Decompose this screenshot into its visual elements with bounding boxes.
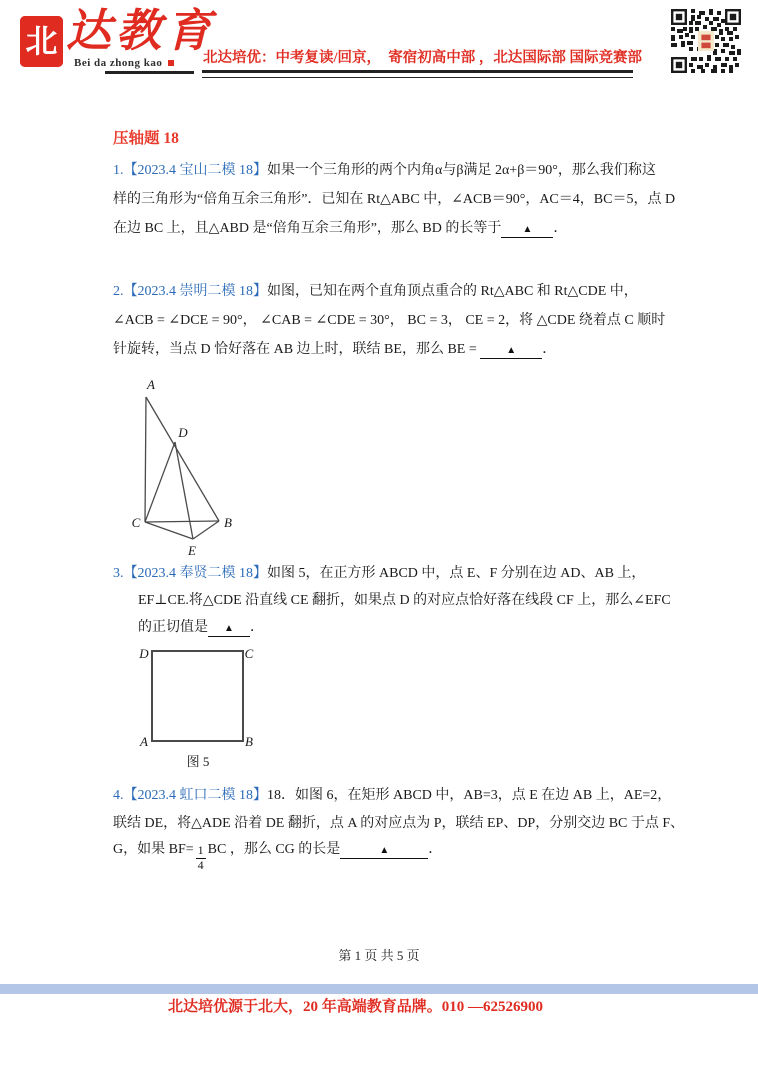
header-rule-right — [202, 70, 633, 78]
problem-3-line-2: EF⊥CE.将△CDE 沿直线 CE 翻折，如果点 D 的对应点恰好落在线段 CF 上，那么∠EFC — [138, 593, 671, 608]
problem-2-line-2: ∠ACB = ∠DCE = 90°， ∠CAB = ∠CDE = 30°， BC = 3， CE = 2，将 △CDE 绕着点 C 顺时 — [113, 313, 666, 328]
vertex-label-C: C — [131, 515, 141, 530]
problem-1-line-1 — [113, 156, 675, 185]
brand-calligraphy: 达教育 — [66, 6, 217, 56]
fraction-numerator: 1 — [197, 842, 204, 857]
brand-subtext — [74, 57, 174, 69]
footer-note: 北达培优源于北大，20 年高端教育品牌。010 —62526900 — [168, 999, 544, 1015]
brand-subtext-label: Bei da zhong kao — [74, 57, 163, 69]
figure-triangle-diagram — [130, 376, 240, 562]
problem-2-text-3: 针旋转，当点 D 恰好落在 AB 边上时，联结 BE，那么 BE = — [113, 342, 481, 357]
vertex-label-A: A — [147, 377, 155, 392]
problem-2-answer-blank: ▲ — [480, 343, 542, 359]
logo-seal-icon: 北 — [20, 16, 63, 67]
vertex-label-B: B — [224, 515, 232, 530]
problem-3-text-3: 的正切值是 — [138, 620, 208, 635]
square-label-C: C — [244, 646, 254, 661]
problem-3-tail: ． — [250, 620, 264, 635]
problem-1-line-3 — [113, 214, 675, 243]
problem-3-line-1 — [113, 560, 671, 587]
problem-4-tail: ． — [428, 842, 443, 857]
problem-3-text-1: 如图 5，在正方形 ABCD 中，点 E、F 分别在边 AD、AB 上， — [267, 566, 646, 581]
qr-code-icon — [671, 9, 741, 73]
problem-3-line-3 — [113, 614, 671, 641]
page-title: 压轴题 18 — [113, 130, 179, 147]
problem-4-source-label: 4.【2023.4 虹口二模 18】 — [113, 788, 267, 803]
figure-caption: 图 5 — [186, 754, 210, 769]
problem-3 — [113, 560, 671, 641]
problem-4-text-3a: G，如果 BF= — [113, 842, 194, 857]
header-slogan: 北达培优：中考复读/回京， 寄宿初高中部 ，北达国际部 国际竞赛部 — [203, 50, 643, 66]
problem-1-text-3: 在边 BC 上，且△ABD 是“倍角互余三角形”，那么 BD 的长等于 — [113, 221, 502, 236]
fraction-one-quarter — [196, 844, 206, 873]
problem-2-text-1: 如图，已知在两个直角顶点重合的 Rt△ABC 和 Rt△CDE 中， — [267, 284, 638, 299]
square-label-A: A — [140, 734, 148, 749]
problem-4-answer-blank: ▲ — [340, 843, 428, 859]
page-number: 第 1 页 共 5 页 — [338, 948, 420, 963]
problem-1-answer-blank: ▲ — [501, 222, 553, 238]
vertex-label-D: D — [178, 425, 188, 440]
square-label-D: D — [139, 646, 149, 661]
problem-1 — [113, 156, 675, 243]
problem-1-line-2: 样的三角形为“倍角互余三角形”．已知在 Rt△ABC 中，∠ACB＝90°，AC＝4，BC＝5，点 D — [113, 192, 676, 207]
red-square-marker — [168, 60, 174, 66]
problem-4-line-1 — [113, 782, 684, 810]
problem-4 — [113, 782, 684, 878]
problem-2-line-3 — [113, 335, 665, 364]
problem-2 — [113, 277, 665, 364]
problem-3-source-label: 3.【2023.4 奉贤二模 18】 — [113, 566, 267, 581]
problem-4-text-1: 18．如图 6，在矩形 ABCD 中，AB=3，点 E 在边 AB 上，AE=2， — [267, 788, 672, 803]
vertex-label-E: E — [188, 543, 196, 558]
problem-2-tail: ． — [542, 342, 557, 357]
problem-4-line-3 — [113, 838, 684, 878]
square-label-B: B — [245, 734, 253, 749]
fraction-denominator: 4 — [197, 857, 204, 872]
problem-1-source-label: 1.【2023.4 宝山二模 18】 — [113, 163, 267, 178]
footer-band — [0, 984, 758, 994]
problem-2-source-label: 2.【2023.4 崇明二模 18】 — [113, 284, 267, 299]
header-rule-left — [105, 71, 194, 74]
problem-4-text-3b: BC ，那么 CG 的长是 — [207, 842, 341, 857]
figure-square-diagram — [135, 642, 257, 774]
problem-4-line-2: 联结 DE，将△ADE 沿着 DE 翻折，点 A 的对应点为 P，联结 EP、DP，分别交边 BC 于点 F、 — [113, 816, 685, 831]
problem-3-answer-blank: ▲ — [208, 621, 250, 637]
problem-1-tail: ． — [553, 221, 568, 236]
problem-1-text-1: 如果一个三角形的两个内角α与β满足 2α+β＝90°，那么我们称这 — [267, 163, 656, 178]
problem-2-line-1 — [113, 277, 665, 306]
